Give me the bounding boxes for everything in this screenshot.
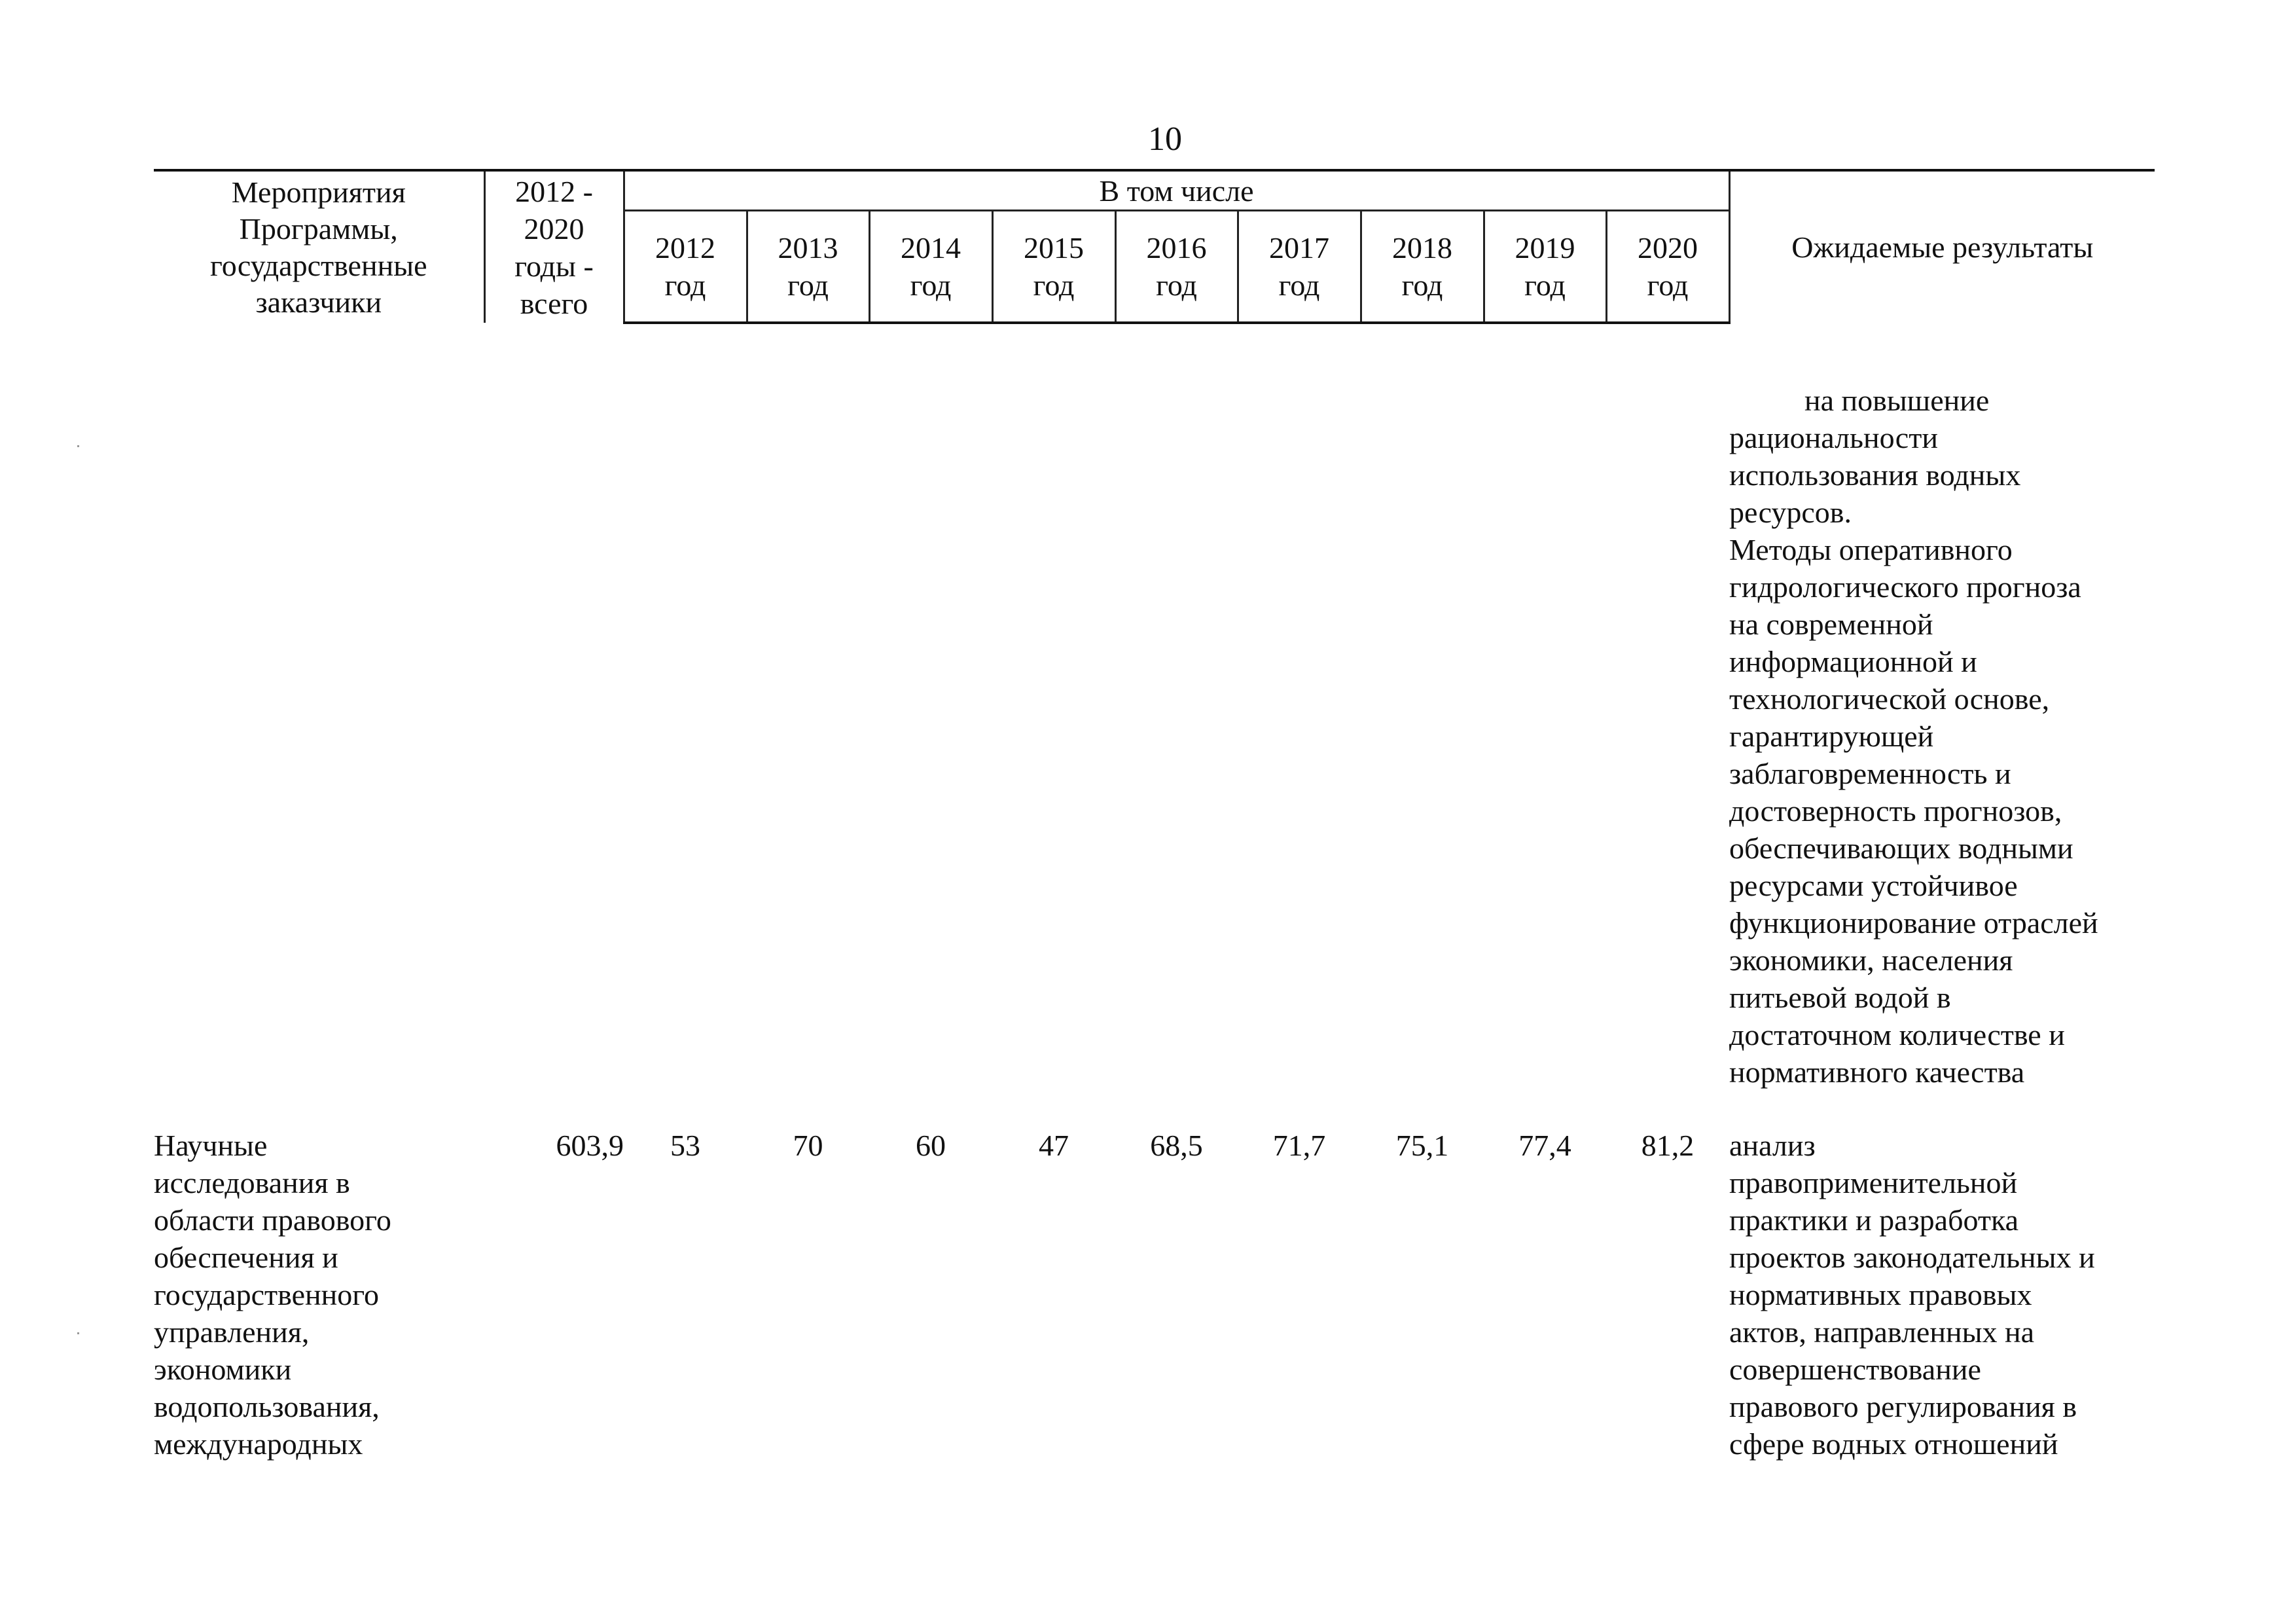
activity-line: экономики [154, 1353, 292, 1386]
results-line: сфере водных отношений [1729, 1427, 2058, 1461]
header-year-value: 2013 [778, 231, 838, 264]
results-line: Методы оперативного [1729, 533, 2013, 566]
table-body [154, 323, 2155, 1463]
results-line: питьевой водой в [1729, 981, 1951, 1014]
results-line: достаточном количестве и [1729, 1018, 2065, 1051]
header-year-value: 2018 [1392, 231, 1452, 264]
results-cell [1729, 323, 2155, 1091]
results-line: заблаговременность и [1729, 757, 2011, 790]
header-year-unit: год [664, 268, 706, 302]
header-total-line: 2020 [524, 211, 584, 246]
year-value-cell [1484, 323, 1606, 1091]
year-value-cell: 75,1 [1395, 1129, 1449, 1162]
activity-line: водопользования, [154, 1390, 380, 1423]
year-value-cell: 60 [916, 1129, 946, 1162]
results-line: нормативных правовых [1729, 1278, 2032, 1311]
results-line: гидрологического прогноза [1729, 570, 2081, 604]
results-line: ресурсами устойчивое [1729, 869, 2018, 902]
header-year-2019 [1484, 211, 1606, 323]
header-total [484, 170, 624, 323]
header-year-unit: год [1278, 268, 1320, 302]
results-line: технологической основе, [1729, 682, 2050, 716]
header-year-unit: год [1524, 268, 1566, 302]
header-year-2016 [1115, 211, 1238, 323]
activity-line: международных [154, 1427, 363, 1461]
header-total-line: всего [520, 286, 588, 320]
table-row [154, 1091, 2155, 1463]
results-line: функционирование отраслей [1729, 906, 2098, 939]
activity-line: обеспечения и [154, 1241, 338, 1274]
total-cell: 603,9 [556, 1129, 624, 1162]
year-value-cell [1606, 323, 1729, 1091]
year-value-cell [1361, 323, 1484, 1091]
header-year-unit: год [910, 268, 952, 302]
scan-speck [77, 1332, 79, 1334]
header-year-unit: год [1156, 268, 1197, 302]
header-year-2020 [1606, 211, 1729, 323]
header-activity-line: государственные [209, 248, 427, 282]
activity-line: Научные [154, 1129, 268, 1162]
year-value-cell: 47 [1039, 1129, 1069, 1162]
header-year-unit: год [1401, 268, 1443, 302]
results-line: актов, направленных на [1729, 1315, 2035, 1349]
results-cell [1729, 1091, 2155, 1463]
year-value-cell [1238, 323, 1361, 1091]
results-line: достоверность прогнозов, [1729, 794, 2062, 828]
year-value-cell: 70 [793, 1129, 823, 1162]
header-year-unit: год [787, 268, 829, 302]
results-line: практики и разработка [1729, 1203, 2019, 1237]
activity-line: исследования в [154, 1166, 350, 1199]
program-table-wrapper [154, 169, 2155, 1463]
results-line: информационной и [1729, 645, 1977, 678]
results-line: нормативного качества [1729, 1055, 2025, 1089]
year-value-cell [869, 323, 992, 1091]
activity-cell [154, 323, 484, 1091]
header-results: Ожидаемые результаты [1729, 170, 2155, 323]
results-line: правоприменительной [1729, 1166, 2018, 1199]
header-year-unit: год [1647, 268, 1689, 302]
activity-line: области правового [154, 1203, 391, 1237]
header-activity-line: заказчики [255, 285, 382, 319]
results-line: ресурсов. [1729, 496, 1852, 529]
results-line: на современной [1729, 608, 1933, 641]
year-value-cell [747, 323, 869, 1091]
results-line: рациональности [1729, 421, 1938, 454]
table-header [154, 170, 2155, 323]
header-year-value: 2015 [1024, 231, 1084, 264]
header-year-value: 2016 [1146, 231, 1207, 264]
header-activity [154, 170, 484, 323]
year-value-cell [992, 323, 1115, 1091]
page-number: 10 [1148, 120, 1182, 158]
year-value-cell: 68,5 [1150, 1129, 1203, 1162]
header-year-value: 2020 [1638, 231, 1698, 264]
header-year-2013 [747, 211, 869, 323]
results-line: совершенствование [1729, 1353, 1981, 1386]
header-year-unit: год [1033, 268, 1075, 302]
program-funding-table [154, 169, 2155, 1463]
header-year-2015 [992, 211, 1115, 323]
header-year-value: 2014 [901, 231, 961, 264]
year-value-cell [624, 323, 747, 1091]
year-value-cell [1115, 323, 1238, 1091]
results-line: анализ [1729, 1129, 1816, 1162]
header-year-2014 [869, 211, 992, 323]
header-total-line: годы - [514, 249, 594, 283]
year-value-cell: 53 [670, 1129, 700, 1162]
header-total-line: 2012 - [515, 174, 593, 208]
results-line: использования водных [1729, 458, 2021, 492]
header-including: В том числе [624, 170, 1729, 211]
header-year-value: 2017 [1269, 231, 1329, 264]
header-year-value: 2012 [655, 231, 715, 264]
results-line: гарантирующей [1729, 720, 1934, 753]
year-value-cell: 71,7 [1272, 1129, 1326, 1162]
activity-cell [154, 1091, 484, 1463]
table-row [154, 323, 2155, 1091]
header-year-2017 [1238, 211, 1361, 323]
scan-speck [77, 445, 79, 447]
activity-line: управления, [154, 1315, 310, 1349]
results-line: экономики, населения [1729, 943, 2013, 977]
header-year-2012 [624, 211, 747, 323]
year-value-cell: 77,4 [1518, 1129, 1571, 1162]
results-line: правового регулирования в [1729, 1390, 2077, 1423]
year-value-cell: 81,2 [1641, 1129, 1695, 1162]
results-line: обеспечивающих водными [1729, 831, 2073, 865]
header-activity-line: Мероприятия [231, 175, 406, 209]
activity-line: государственного [154, 1278, 379, 1311]
header-year-value: 2019 [1515, 231, 1575, 264]
header-year-2018 [1361, 211, 1484, 323]
results-line: проектов законодательных и [1729, 1241, 2095, 1274]
header-activity-line: Программы, [239, 211, 398, 246]
results-line: на повышение [1804, 384, 1990, 417]
total-cell [484, 323, 624, 1091]
